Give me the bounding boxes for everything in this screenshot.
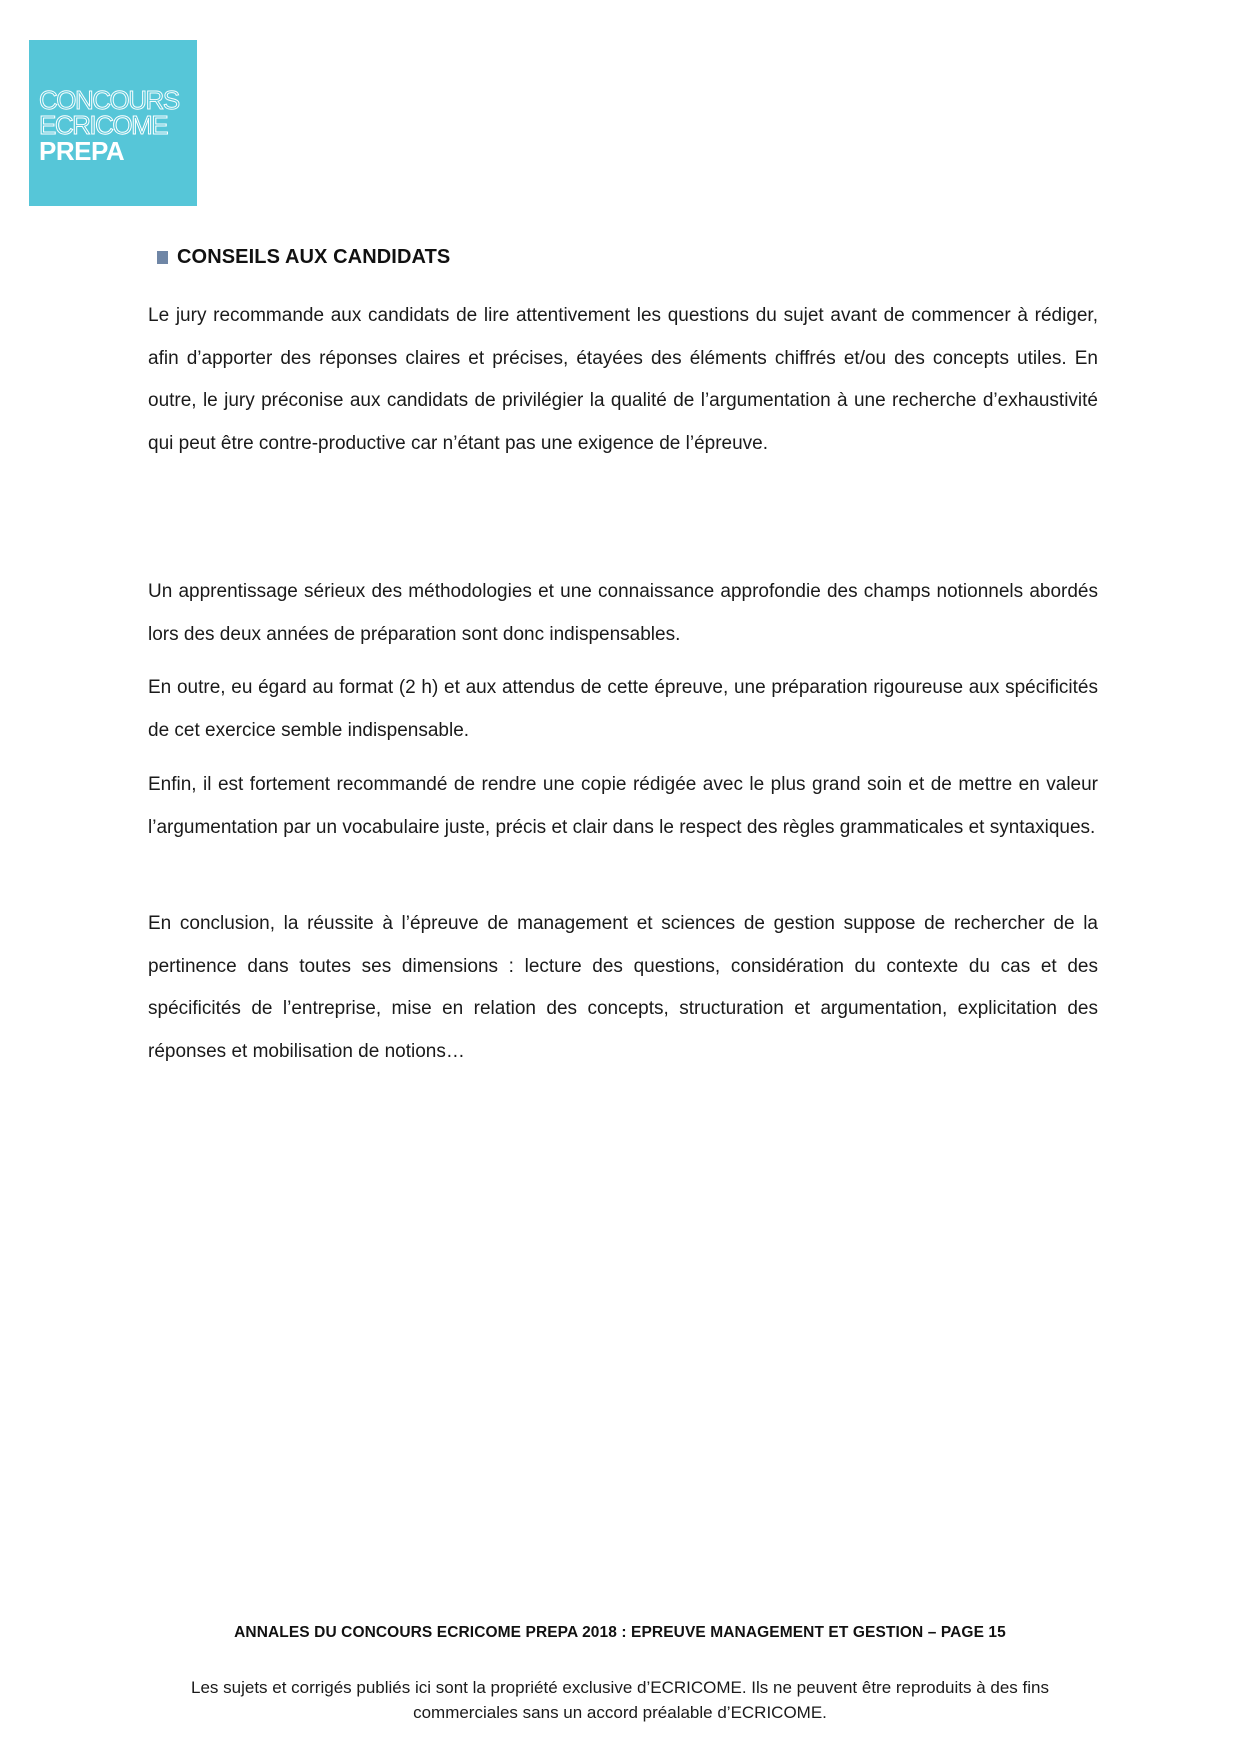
logo-line-ecricome: ECRICOME	[39, 110, 168, 140]
paragraph-format	[148, 667, 1098, 752]
footer-title: ANNALES DU CONCOURS ECRICOME PREPA 2018 : EPREUVE MANAGEMENT ET GESTION – PAGE 15	[234, 1624, 1006, 1641]
paragraph-text: En outre, eu égard au format (2 h) et aux attendus de cette épreuve, une préparation rigoureuse aux spécificités de cet exercice semble indispensable.	[148, 677, 1098, 741]
paragraph-text: Un apprentissage sérieux des méthodologies et une connaissance approfondie des champs notionnels abordés lors des deux années de préparation sont donc indispensables.	[148, 581, 1098, 645]
paragraph-reading-advice	[148, 295, 1098, 465]
square-bullet-icon	[157, 251, 168, 264]
paragraph-text: En conclusion, la réussite à l’épreuve de management et sciences de gestion suppose de rechercher de la pertinence dans toutes ses dimensions : lecture des questions, considération du contexte du cas et des spécificités de l’entreprise, mise en relation des concepts, structuration et argumentation, explicitation des réponses et mobilisation de notions…	[148, 913, 1098, 1062]
paragraph-conclusion	[148, 903, 1098, 1073]
paragraph-text: Enfin, il est fortement recommandé de rendre une copie rédigée avec le plus grand soin et de mettre en valeur l’argumentation par un vocabulaire juste, précis et clair dans le respect des règles grammaticales et syntaxiques.	[148, 774, 1098, 838]
section-title: CONSEILS AUX CANDIDATS	[177, 246, 451, 268]
paragraph-text: Le jury recommande aux candidats de lire attentivement les questions du sujet avant de commencer à rédiger, afin d’apporter des réponses claires et précises, étayées des éléments chiffrés et/ou des concepts utiles. En outre, le jury préconise aux candidats de privilégier la qualité de l’argumentation à une recherche d’exhaustivité qui peut être contre-productive car n’étant pas une exigence de l’épreuve.	[148, 305, 1098, 454]
logo-line-concours: CONCOURS	[39, 85, 179, 115]
footer-copyright-note: Les sujets et corrigés publiés ici sont la propriété exclusive d’ECRICOME. Ils ne peuvent être reproduits à des fins commerciales sans un accord préalable d’ECRICOME.	[191, 1678, 1049, 1722]
section-heading	[157, 246, 450, 269]
paragraph-methodology	[148, 571, 1098, 656]
paragraph-presentation	[148, 764, 1098, 849]
concours-ecricome-prepa-logo	[29, 40, 197, 206]
logo-line-prepa: PREPA	[39, 136, 125, 166]
